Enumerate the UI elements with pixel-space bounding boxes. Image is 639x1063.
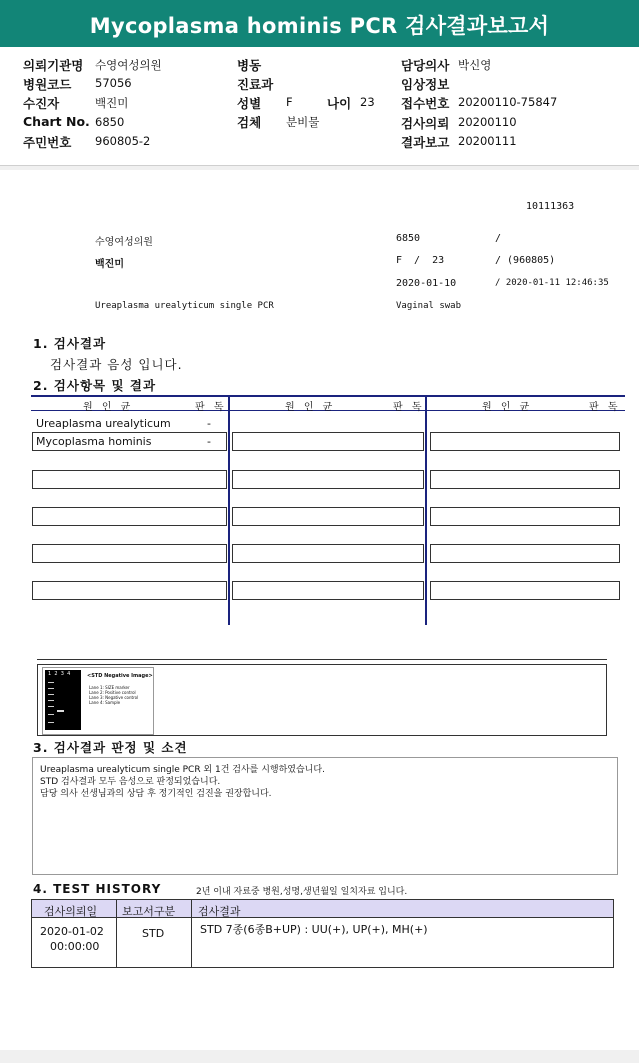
opinion-line: Ureaplasma urealyticum single PCR 외 1건 검사를 시행하였습니다. (40, 765, 325, 775)
doc-sex-age: F / 23 (396, 255, 445, 266)
history-date: 2020-01-02 (40, 925, 104, 938)
doc-specimen: Vaginal swab (396, 301, 462, 311)
header-panel (0, 47, 639, 166)
gel-top-rule (37, 659, 607, 660)
pathogen-name: Mycoplasma hominis (36, 435, 152, 448)
report-title: Mycoplasma hominis PCR 검사결과보고서 (0, 0, 639, 47)
gel-legend-item: Lane 2: Positive control (89, 690, 136, 695)
opinion-line: 담당 의사 선생님과의 상담 후 정기적인 검진을 권장합니다. (40, 789, 272, 799)
table-cell (32, 581, 227, 600)
gel-band (57, 710, 64, 712)
table-cell (430, 544, 620, 563)
history-header-date: 검사의뢰일 (44, 905, 98, 918)
opinion-line: STD 검사결과 모두 음성으로 판정되었습니다. (40, 777, 221, 787)
history-col-divider (191, 899, 192, 968)
label-hospital-code: 병원코드 (23, 77, 72, 92)
gel-band (48, 694, 54, 695)
label-ward: 병동 (237, 58, 262, 73)
section1-title: 1. 검사결과 (33, 336, 107, 351)
label-chart-no: Chart No. (23, 114, 90, 129)
pathogen-result: - (207, 417, 211, 430)
label-sex: 성별 (237, 96, 262, 111)
table-top-rule (31, 395, 625, 397)
gel-band (48, 688, 54, 689)
gel-band (48, 706, 54, 707)
doc-slash: / (495, 233, 502, 244)
label-report-date: 결과보고 (401, 135, 450, 150)
table-cell (32, 470, 227, 489)
report-paper (0, 170, 639, 1050)
gel-legend-item: Lane 4: Sample (89, 700, 121, 705)
section1-result-text: 검사결과 음성 입니다. (50, 357, 183, 372)
label-request-date: 검사의뢰 (401, 116, 450, 131)
label-doctor: 담당의사 (401, 58, 450, 73)
table-cell (430, 507, 620, 526)
doc-hospital: 수영여성의원 (95, 237, 153, 248)
opinion-text (40, 764, 325, 800)
value-resident-no: 960805-2 (95, 134, 151, 148)
value-hospital: 수영여성의원 (95, 58, 162, 72)
value-request-date: 20200110 (458, 115, 517, 129)
label-receipt-no: 접수번호 (401, 96, 450, 111)
doc-chart: 6850 (396, 233, 421, 244)
gel-band (48, 682, 54, 683)
label-hospital: 의뢰기관명 (23, 58, 84, 73)
col1-result-header: 판 독 (195, 402, 227, 413)
doc-test-name: Ureaplasma urealyticum single PCR (95, 301, 274, 311)
col1-pathogen-header: 원 인 균 (83, 402, 134, 413)
table-cell (430, 581, 620, 600)
gel-band (48, 722, 54, 723)
doc-birth: / (960805) (495, 255, 556, 266)
gel-band (48, 700, 54, 701)
history-result: STD 7종(6종B+UP) : UU(+), UP(+), MH(+) (200, 923, 428, 936)
doc-request-date: 2020-01-10 (396, 278, 457, 289)
column-divider-1 (228, 395, 230, 625)
history-header-result: 검사결과 (198, 905, 241, 918)
value-doctor: 박신영 (458, 58, 492, 72)
column-divider-2 (425, 395, 427, 625)
label-patient: 수진자 (23, 96, 60, 111)
label-age: 나이 (327, 96, 352, 111)
table-cell (232, 507, 424, 526)
table-cell (232, 581, 424, 600)
section3-title: 3. 검사결과 판정 및 소견 (33, 740, 188, 755)
value-report-date: 20200111 (458, 134, 517, 148)
col2-result-header: 판 독 (393, 402, 425, 413)
history-col-divider (116, 899, 117, 968)
gel-band (48, 714, 54, 715)
doc-patient: 백진미 (95, 259, 124, 270)
opinion-box (32, 757, 618, 875)
table-cell (430, 470, 620, 489)
table-cell (232, 432, 424, 451)
gel-title: <STD Negative Image> (87, 673, 153, 679)
history-header-row (31, 899, 614, 918)
history-time: 00:00:00 (50, 940, 100, 953)
history-header-type: 보고서구분 (122, 905, 176, 918)
table-cell (232, 544, 424, 563)
table-cell (232, 470, 424, 489)
table-cell (32, 507, 227, 526)
section2-title: 2. 검사항목 및 결과 (33, 378, 157, 393)
gel-legend-item: Lane 3: Negative control (89, 695, 139, 700)
value-hospital-code: 57056 (95, 76, 132, 90)
table-cell (430, 432, 620, 451)
value-specimen: 분비물 (286, 115, 320, 129)
label-specimen: 검체 (237, 115, 262, 130)
history-type: STD (142, 927, 165, 940)
history-note: 2년 이내 자료중 병원,성명,생년월일 일치자료 입니다. (196, 887, 408, 897)
label-resident-no: 주민번호 (23, 135, 72, 150)
gel-figure (42, 667, 154, 735)
table-cell (32, 544, 227, 563)
value-sex: F (286, 95, 293, 109)
col3-pathogen-header: 원 인 균 (482, 402, 533, 413)
gel-lane-numbers: 1 2 3 4 (48, 671, 71, 677)
gel-image (45, 670, 81, 730)
col2-pathogen-header: 원 인 균 (285, 402, 336, 413)
pathogen-result: - (207, 435, 211, 448)
value-age: 23 (360, 95, 375, 109)
value-receipt-no: 20200110-75847 (458, 95, 558, 109)
label-clinical-info: 임상정보 (401, 77, 450, 92)
value-patient: 백진미 (95, 96, 129, 110)
section4-title: 4. TEST HISTORY (33, 882, 162, 896)
pathogen-name: Ureaplasma urealyticum (36, 417, 171, 430)
doc-report-date: / 2020-01-11 12:46:35 (495, 278, 609, 288)
gel-legend-item: Lane 1: SIZE marker (89, 685, 130, 690)
label-department: 진료과 (237, 77, 274, 92)
col3-result-header: 판 독 (589, 402, 621, 413)
value-chart-no: 6850 (95, 115, 125, 129)
report-number: 10111363 (526, 201, 575, 212)
